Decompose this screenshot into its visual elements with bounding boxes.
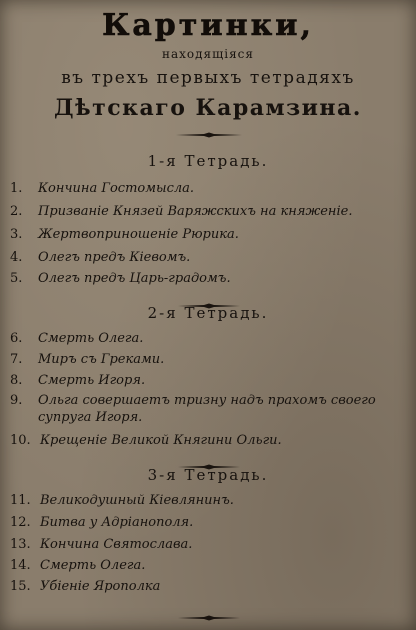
- item-number: 3.: [10, 227, 23, 242]
- item-text: Призваніе Князей Варяжскихъ на княженіе.: [38, 204, 353, 219]
- item-number: 9.: [10, 393, 23, 408]
- ornament-rule: [176, 608, 242, 614]
- subtitle-line-3: Дѣтскаго Карамзина.: [54, 95, 362, 121]
- item-text: Смерть Олега.: [38, 331, 144, 346]
- item-text: Битва у Адріанополя.: [40, 515, 194, 530]
- item-number: 6.: [10, 331, 23, 346]
- item-number: 13.: [10, 537, 31, 552]
- item-text: Жертвоприношеніе Рюрика.: [38, 227, 239, 242]
- item-text: Олегъ предъ Царь-градомъ.: [38, 271, 231, 286]
- item-text: Миръ съ Греками.: [38, 352, 165, 367]
- item-number: 14.: [10, 558, 31, 573]
- item-number: 2.: [10, 204, 23, 219]
- item-number: 11.: [10, 493, 31, 508]
- section-heading-3: 3-я Тетрадь.: [147, 466, 269, 484]
- item-text: Великодушный Кіевлянинъ.: [40, 493, 234, 508]
- item-number: 15.: [10, 579, 31, 594]
- item-text: Кончина Святослава.: [40, 537, 193, 552]
- subtitle-line-1: находящіяся: [162, 47, 254, 61]
- item-text: Убіеніе Ярополка: [40, 579, 161, 594]
- subtitle-line-2: въ трехъ первыхъ тетрадяхъ: [61, 68, 355, 88]
- item-number: 1.: [10, 181, 23, 196]
- item-number: 10.: [10, 433, 31, 448]
- ornament-rule: [176, 296, 242, 302]
- item-number: 4.: [10, 250, 23, 265]
- item-number: 7.: [10, 352, 23, 367]
- page-title: Картинки,: [102, 8, 314, 43]
- ornament-rule: [176, 457, 242, 463]
- item-text: Ольга совершаетъ тризну надъ прахомъ своего: [38, 393, 376, 408]
- item-text-continuation: супруга Игоря.: [38, 410, 143, 425]
- ornament-rule: [174, 132, 244, 138]
- section-heading-1: 1-я Тетрадь.: [147, 152, 269, 170]
- section-heading-2: 2-я Тетрадь.: [147, 304, 269, 322]
- item-text: Олегъ предъ Кіевомъ.: [38, 250, 191, 265]
- item-text: Крещеніе Великой Княгини Ольги.: [40, 433, 282, 448]
- item-text: Кончина Гостомысла.: [38, 181, 195, 196]
- item-number: 12.: [10, 515, 31, 530]
- item-number: 5.: [10, 271, 23, 286]
- item-number: 8.: [10, 373, 23, 388]
- item-text: Смерть Олега.: [40, 558, 146, 573]
- item-text: Смерть Игоря.: [38, 373, 146, 388]
